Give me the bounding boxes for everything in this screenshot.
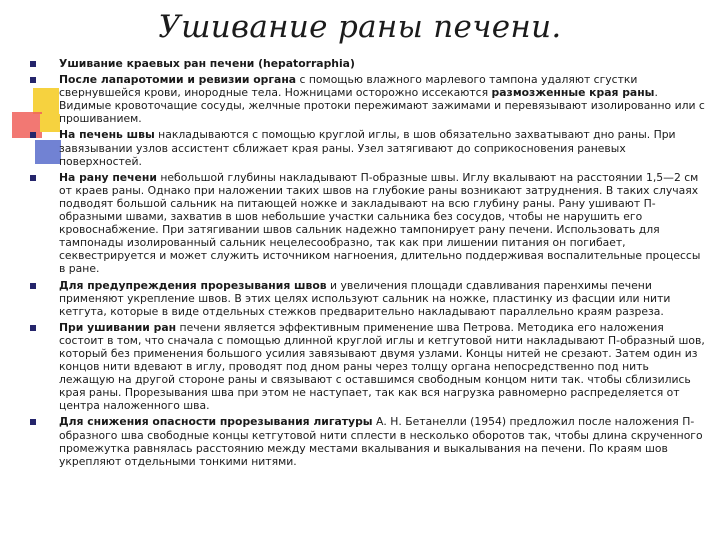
text-run: печени является эффективным применение шва Петрова. Методика его наложения состоит в том, что сначала с помощью длинной круглой иглы и кетгутовой нити накладывают П-образный шов, который без применения большого усилия завязывают двумя узлами. Концы нитей не срезают. Затем один из концов нити вдевают в иглу, проводят под дном раны через толщу органа непосредственно под нить лежащую на другой стороне раны и связывают с оставшимся свободным концом нити так. чтобы сблизились края раны. Прорезывания шва при этом не наступает, так как вся нагрузка равномерно распределяется от центра наложенного шва.	[59, 320, 705, 413]
square-bullet-icon	[30, 77, 36, 83]
text-run: небольшой глубины накладывают П-образные швы. Иглу вкалывают на расстоянии 1,5—2 см от краев раны. Однако при наложении таких швов на глубокие раны возникают затруднения. В таких случаях подводят большой сальник на питающей ножке и закладывают на всю глубину раны. Рану ушивают П-образными швами, захватив в шов небольшие участки сальника без сосудов, чтобы не нарушить его кровоснабжение. При затягивании швов сальник надежно тампонирует рану печени. Использовать для тампонады изолированный сальник нецелесообразно, так как при лишении питания он погибает, секвестрируется и может служить источником нагноения, длительно поддерживая воспалительные процессы в ране.	[59, 170, 701, 276]
text-run: накладываются с помощью круглой иглы, в шов обязательно захватывают дно раны. При завязывании узлов ассистент сближает края раны. Узел затягивают до соприкосновения раневых поверхностей.	[59, 128, 676, 168]
bullet-item	[30, 128, 706, 167]
bullet-text	[59, 128, 676, 167]
bold-phrase: При ушивании ран	[59, 320, 177, 334]
bold-phrase: Ушивание краевых ран печени (hepatorraphia)	[59, 57, 355, 70]
bullet-item	[30, 171, 706, 276]
bullet-item	[30, 73, 706, 125]
bold-phrase: После лапаротомии и ревизии органа	[59, 73, 297, 87]
bullet-text	[59, 57, 355, 70]
square-bullet-icon	[30, 61, 36, 67]
bold-phrase: Для предупреждения прорезывания швов	[59, 278, 327, 292]
bullet-item	[30, 321, 706, 413]
text-run: . Видимые кровоточащие сосуды, желчные протоки пережимают зажимами и перевязывают изолированно или с прошиванием.	[59, 86, 705, 126]
square-bullet-icon	[30, 132, 36, 138]
bullet-text	[59, 171, 700, 276]
text-run: и увеличения площади сдавливания паренхимы печени применяют укрепление швов. В этих целях используют сальник на ножке, пластинку из фасции или нити кетгута, которые в виде отдельных стежков предварительно накладывают параллельно краям разреза.	[59, 278, 671, 318]
bold-phrase: На печень швы	[59, 128, 155, 142]
square-bullet-icon	[30, 175, 36, 181]
text-run: с помощью влажного марлевого тампона удаляют сгустки свернувшейся крови, инородные тела. Ножницами осторожно иссекаются	[59, 73, 638, 100]
slide-title: Ушивание раны печени.	[158, 9, 562, 45]
bullet-item	[30, 279, 706, 318]
bullet-text	[59, 279, 670, 318]
square-bullet-icon	[30, 283, 36, 289]
bullet-text	[59, 415, 703, 467]
square-bullet-icon	[30, 325, 36, 331]
square-bullet-icon	[30, 419, 36, 425]
bold-phrase: Для снижения опасности прорезывания лигатуры	[59, 415, 373, 429]
bullet-item	[30, 57, 706, 70]
bullet-item	[30, 415, 706, 467]
text-run: А. Н. Бетанелли (1954) предложил после наложения П-образного шва свободные концы кетгутовой нити сплести в несколько оборотов так, чтобы длина скрученного промежутка равнялась расстоянию между местами вкалывания и выкалывания на печени. По краям шов укрепляют отдельными тонкими нитями.	[59, 415, 703, 468]
bullet-text	[59, 73, 705, 125]
bullet-text	[59, 321, 705, 413]
bullet-list	[30, 57, 706, 468]
bold-phrase: размозженные края раны	[491, 86, 655, 100]
bold-phrase: На рану печени	[59, 170, 157, 184]
